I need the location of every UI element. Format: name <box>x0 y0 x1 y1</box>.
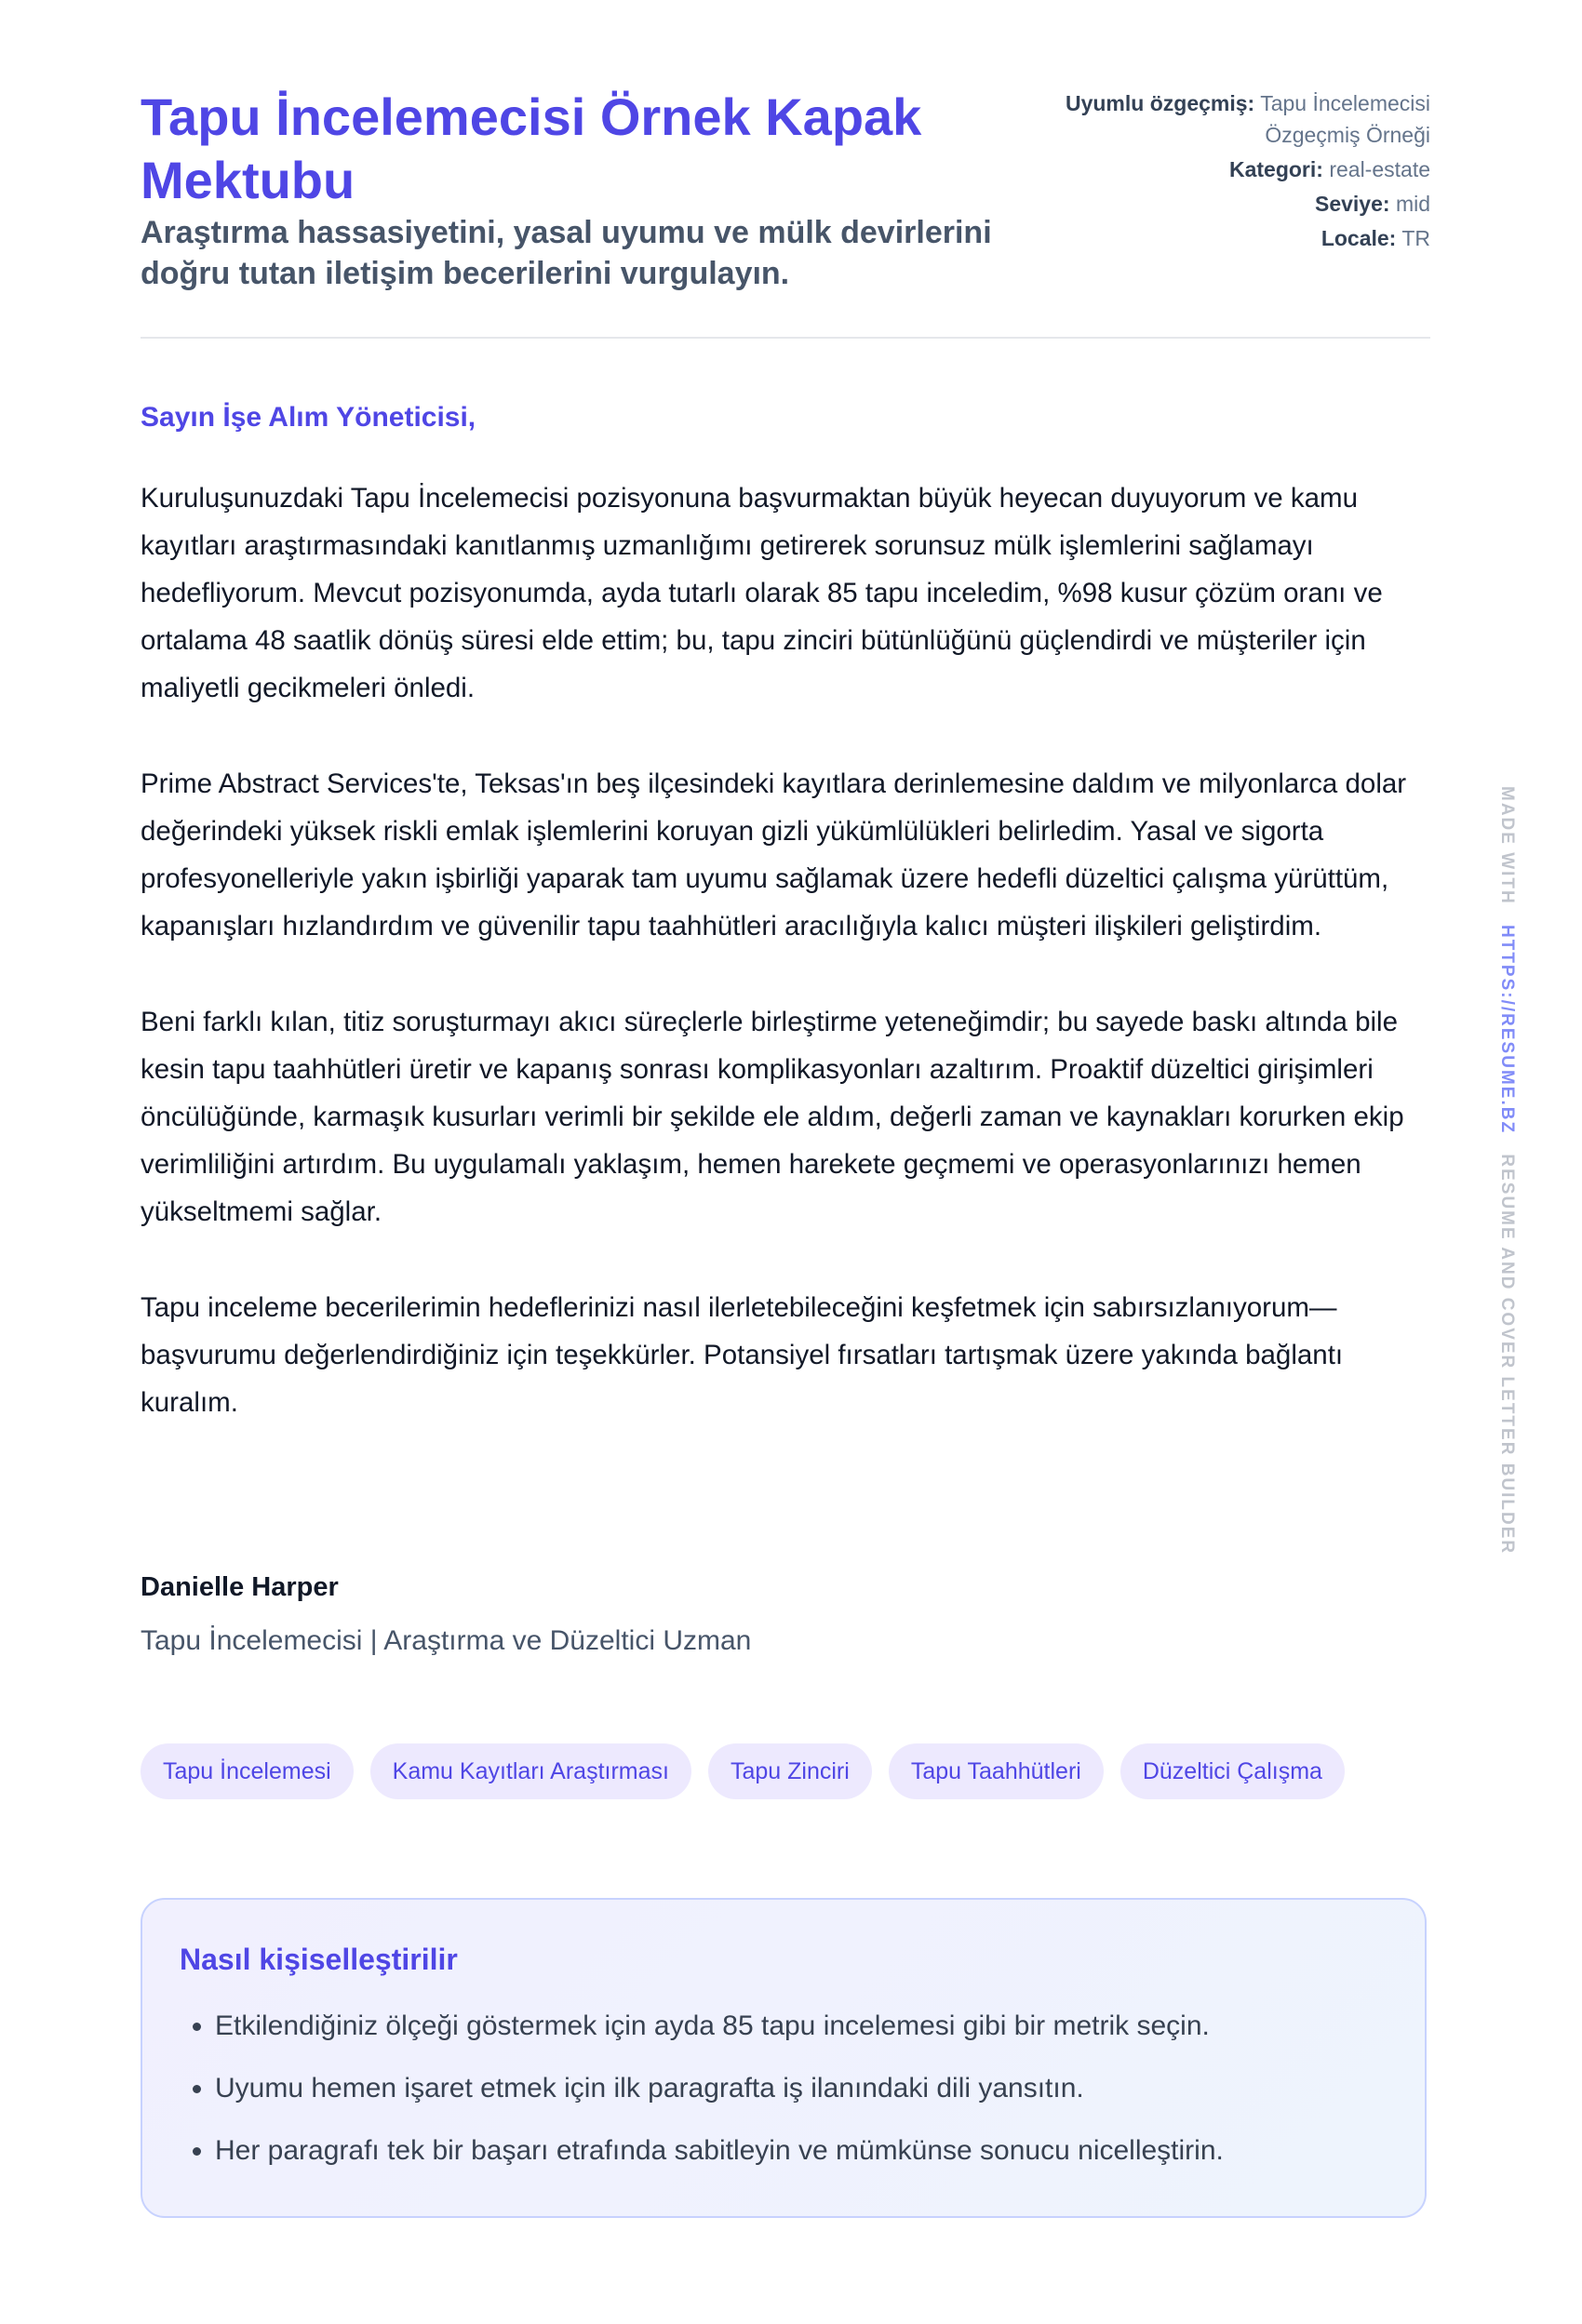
meta-value: TR <box>1401 226 1430 250</box>
signature-name: Danielle Harper <box>141 1572 339 1602</box>
letter-body <box>141 474 1430 1475</box>
skill-tag: Tapu İncelemesi <box>141 1743 354 1799</box>
personalization-tips-box <box>141 1898 1427 2218</box>
meta-key: Uyumlu özgeçmiş: <box>1065 91 1255 115</box>
meta-value: mid <box>1395 192 1430 216</box>
resume-bz-link[interactable]: HTTPS://RESUME.BZ <box>1497 925 1517 1135</box>
skill-tag: Kamu Kayıtları Araştırması <box>370 1743 691 1799</box>
meta-key: Locale: <box>1321 226 1397 250</box>
signature-role: Tapu İncelemecisi | Araştırma ve Düzeltici Uzman <box>141 1625 752 1656</box>
meta-value[interactable]: Tapu İncelemecisi Özgeçmiş Örneği <box>1260 91 1430 147</box>
tips-list <box>180 2008 1406 2195</box>
skill-tag: Düzeltici Çalışma <box>1120 1743 1345 1799</box>
letter-paragraph-1: Kuruluşunuzdaki Tapu İncelemecisi pozisyonuna başvurmaktan büyük heyecan duyuyorum ve kamu kayıtları araştırmasındaki kanıtlanmış uzmanlığımı getirerek sorunsuz mülk işlemlerini sağlamayı hedefliyorum. Mevcut pozisyonumda, ayda tutarlı olarak 85 tapu inceledim, %98 kusur çözüm oranı ve ortalama 48 saatlik dönüş süresi elde ettim; bu, tapu zinciri bütünlüğünü güçlendirdi ve müşteriler için maliyetli gecikmeleri önledi. <box>141 483 1383 703</box>
meta-level <box>1039 188 1430 220</box>
tips-item: • Her paragrafı tek bir başarı etrafında sabitleyin ve mümkünse sonucu nicelleştirin. <box>215 2132 1406 2170</box>
skill-tag: Tapu Zinciri <box>708 1743 872 1799</box>
builder-tagline: RESUME AND COVER LETTER BUILDER <box>1497 1154 1517 1556</box>
letter-paragraph-3: Beni farklı kılan, titiz soruşturmayı akıcı süreçlerle birleştirme yeteneğimdir; bu sayede baskı altında bile kesin tapu taahhütleri üretir ve kapanış sonrası komplikasyonları azaltırım. Proaktif düzeltici girişimleri öncülüğünde, karmaşık kusurları verimli bir şekilde ele aldım, değerli zaman ve kaynakları korurken ekip verimliliğini artırdım. Bu uygulamalı yaklaşım, hemen harekete geçmemi ve operasyonlarınızı hemen yükseltmemi sağlar. <box>141 1007 1404 1227</box>
tips-item: • Etkilendiğiniz ölçeği göstermek için ayda 85 tapu incelemesi gibi bir metrik seçin. <box>215 2008 1406 2045</box>
letter-greeting: Sayın İşe Alım Yöneticisi, <box>141 402 476 433</box>
made-with-label: MADE WITH <box>1497 786 1517 905</box>
meta-key: Kategori: <box>1228 157 1323 181</box>
meta-category <box>1039 154 1430 185</box>
tips-item: • Uyumu hemen işaret etmek için ilk paragrafta iş ilanındaki dili yansıtın. <box>215 2070 1406 2107</box>
tips-title: Nasıl kişiselleştirilir <box>180 1943 458 1976</box>
letter-paragraph-2: Prime Abstract Services'te, Teksas'ın beş ilçesindeki kayıtlara derinlemesine daldım ve milyonlarca dolar değerindeki yüksek riskli emlak işlemlerini koruyan gizli yükümlülükleri belirledim. Yasal ve sigorta profesyonelleriyle yakın işbirliği yaparak tam uyumu sağlamak üzere hedefli düzeltici çalışma yürüttüm, kapanışları hızlandırdım ve güvenilir tapu taahhütleri aracılığıyla kalıcı müşteri ilişkileri geliştirdim. <box>141 768 1407 942</box>
letter-paragraph-4: Tapu inceleme becerilerimin hedeflerinizi nasıl ilerletebileceğini keşfetmek için sabırsızlanıyorum—başvurumu değerlendirdiğiniz için teşekkürler. Potansiyel fırsatları tartışmak üzere yakında bağlantı kuralım. <box>141 1292 1344 1418</box>
meta-key: Seviye: <box>1314 192 1390 216</box>
made-with-sidebar <box>1496 786 1517 1555</box>
cover-letter-page <box>141 0 1430 2166</box>
page-header <box>141 0 1430 339</box>
meta-locale <box>1039 222 1430 254</box>
meta-compatible-resume <box>1039 87 1430 151</box>
meta-value: real-estate <box>1329 157 1430 181</box>
page-title: Tapu İncelemecisi Örnek Kapak Mektubu <box>141 87 922 209</box>
skill-tag: Tapu Taahhütleri <box>889 1743 1104 1799</box>
skill-tags <box>141 1743 1345 1799</box>
meta-panel <box>1039 87 1430 257</box>
page-subtitle: Araştırma hassasiyetini, yasal uyumu ve mülk devirlerini doğru tutan iletişim becerilerini vurgulayın. <box>141 215 992 291</box>
